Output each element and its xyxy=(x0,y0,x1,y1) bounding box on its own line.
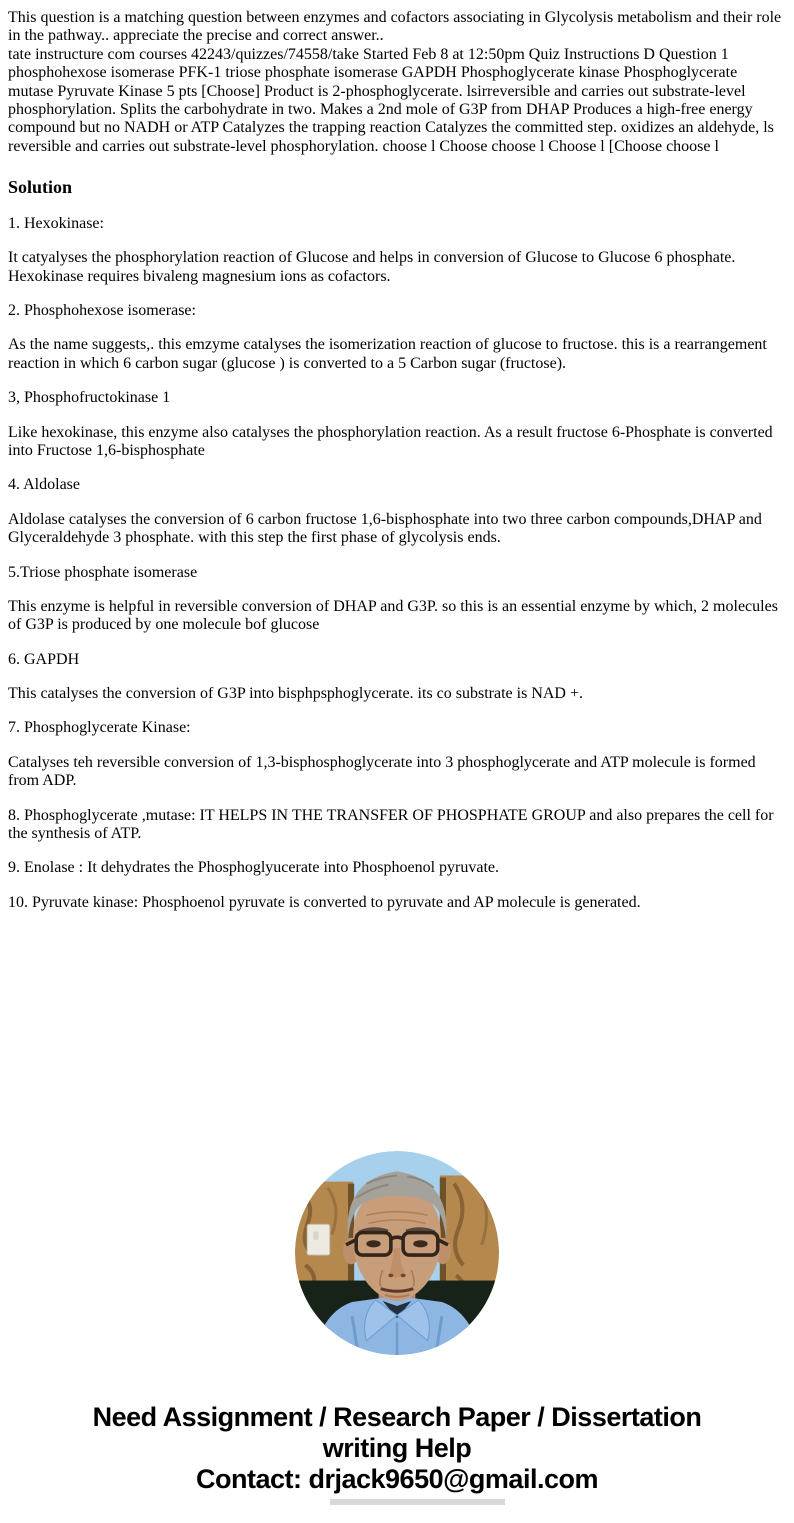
solution-item-6-body: This catalyses the conversion of G3P into bisphpsphoglycerate. its co substrate is NAD +. xyxy=(8,685,583,703)
solution-item-3-title: 3, Phosphofructokinase 1 xyxy=(8,389,171,407)
solution-item-1-body: It catyalyses the phosphorylation reaction of Glucose and helps in conversion of Glucose to Glucose 6 phosphate. Hexokinase requires bivaleng magnesium ions as cofactors. xyxy=(8,249,736,285)
solution-item-7-body: Catalyses teh reversible conversion of 1,3-bisphosphoglycerate into 3 phosphoglycerate and ATP molecule is formed from ADP. xyxy=(8,753,756,790)
solution-item-5-body: This enzyme is helpful in reversible conversion of DHAP and G3P. so this is an essential enzyme by which, 2 molecules of G3P is produced by one molecule bof glucose xyxy=(8,597,778,634)
tutor-avatar-illustration xyxy=(295,1151,499,1355)
solution-item-4-title: 4. Aldolase xyxy=(8,476,80,494)
intro-quiz-text: tate instructure com courses 42243/quizzes/74558/take Started Feb 8 at 12:50pm Quiz Instructions D Question 1 phosphohexose isomerase PFK-1 triose phosphate isomerase GAPDH Phosphoglycerate kinase Phosphoglycerate mutase Pyruvate Kinase 5 pts [Choose] Product is 2-phosphoglycerate. lsirreversible and carries out substrate-level phosphorylation. Splits the carbohydrate in two. Makes a 2nd mole of G3P from DHAP Produces a high-free energy compound but no NADH or ATP Catalyzes the trapping reaction Catalyzes the committed step. oxidizes an aldehyde, ls reversible and carries out substrate-level phosphorylation. choose l Choose choose l Choose l [Choose choose l xyxy=(8,45,774,155)
footer-contact-email: Contact: drjack9650@gmail.com xyxy=(196,1464,598,1494)
solution-item-5-title: 5.Triose phosphate isomerase xyxy=(8,563,198,581)
solution-item-8-text: 8. Phosphoglycerate ,mutase: IT HELPS IN THE TRANSFER OF PHOSPHATE GROUP and also prepares the cell for the synthesis of ATP. xyxy=(8,806,774,843)
footer-promo xyxy=(0,1402,794,1495)
tutor-avatar xyxy=(295,1151,499,1355)
solution-item-9-text: 9. Enolase : It dehydrates the Phosphoglyucerate into Phosphoenol pyruvate. xyxy=(8,859,500,877)
solution-heading: Solution xyxy=(8,177,73,198)
solution-item-4-body: Aldolase catalyses the conversion of 6 carbon fructose 1,6-bisphosphate into two three carbon compounds,DHAP and Glyceraldehyde 3 phosphate. with this step the first phase of glycolysis ends. xyxy=(8,510,762,547)
footer-promo-line-1: Need Assignment / Research Paper / Dissertation xyxy=(92,1402,702,1432)
solution-item-6-title: 6. GAPDH xyxy=(8,650,80,668)
solution-item-2-title: 2. Phosphohexose isomerase: xyxy=(8,301,196,319)
solution-item-7-title: 7. Phosphoglycerate Kinase: xyxy=(8,719,191,737)
intro-question-text: This question is a matching question between enzymes and cofactors associating in Glycolysis metabolism and their role in the pathway.. appreciate the precise and correct answer.. xyxy=(8,9,782,45)
solution-item-2-body: As the name suggests,. this emzyme catalyses the isomerization reaction of glucose to fructose. this is a rearrangement reaction in which 6 carbon sugar (glucose ) is converted to a 5 Carbon sugar (fructose). xyxy=(8,336,767,372)
footer-promo-line-2: writing Help xyxy=(322,1433,472,1463)
solution-item-1-title: 1. Hexokinase: xyxy=(8,214,104,232)
faint-gray-bar xyxy=(330,1499,505,1505)
solution-item-3-body: Like hexokinase, this enzyme also catalyses the phosphorylation reaction. As a result fructose 6-Phosphate is converted into Fructose 1,6-bisphosphate xyxy=(8,423,773,459)
solution-item-10-text: 10. Pyruvate kinase: Phosphoenol pyruvate is converted to pyruvate and AP molecule is generated. xyxy=(8,893,641,911)
